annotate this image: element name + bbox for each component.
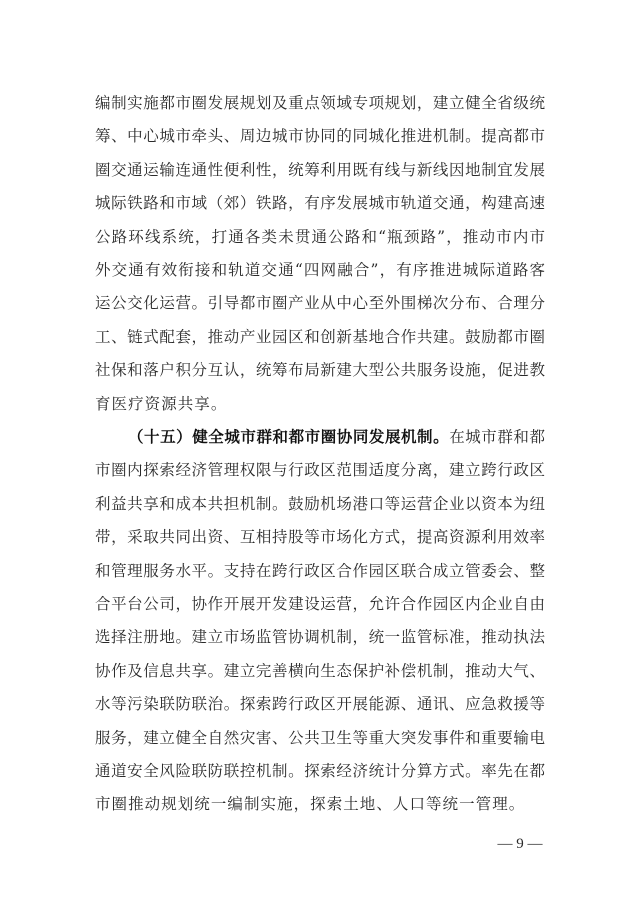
text-line: 圈交通运输连通性便利性，统筹利用既有线与新线因地制宜发展 (95, 161, 545, 179)
text-line: 协作及信息共享。建立完善横向生态保护补偿机制，推动大气、 (95, 662, 545, 680)
text-line: 通道安全风险联防联控机制。探索经济统计分算方式。率先在都 (95, 762, 545, 780)
text-line: 服务，建立健全自然灾害、公共卫生等重大突发事件和重要输电 (95, 729, 545, 747)
text-line: 带，采取共同出资、互相持股等市场化方式，提高资源利用效率 (95, 528, 545, 546)
text-line: 市圈内探索经济管理权限与行政区范围适度分离，建立跨行政区 (95, 461, 545, 479)
text-line: 水等污染联防联治。探索跨行政区开展能源、通讯、应急救援等 (95, 695, 545, 713)
text-line: 编制实施都市圈发展规划及重点领域专项规划，建立健全省级统 (95, 94, 545, 112)
section-heading-line (128, 425, 545, 449)
text-line: 利益共享和成本共担机制。鼓励机场港口等运营企业以资本为纽 (95, 495, 545, 513)
text-line: 城际铁路和市域（郊）铁路，有序发展城市轨道交通，构建高速 (95, 194, 545, 212)
text-line: 工、链式配套，推动产业园区和创新基地合作共建。鼓励都市圈 (95, 328, 545, 346)
text-line: 和管理服务水平。支持在跨行政区合作园区联合成立管委会、整 (95, 562, 545, 580)
text-line: 公路环线系统，打通各类未贯通公路和“瓶颈路”，推动市内市 (95, 228, 545, 246)
text-line: 合平台公司，协作开展开发建设运营，允许合作园区内企业自由 (95, 595, 545, 613)
text-line: 筹、中心城市牵头、周边城市协同的同城化推进机制。提高都市 (95, 127, 545, 145)
text-line: 选择注册地。建立市场监管协调机制，统一监管标准，推动执法 (95, 628, 545, 646)
text-line: 市圈推动规划统一编制实施，探索土地、人口等统一管理。 (95, 795, 526, 813)
text-line: 运公交化运营。引导都市圈产业从中心至外围梯次分布、合理分 (95, 294, 545, 312)
text-span: 在城市群和都 (449, 428, 545, 446)
text-line: 社保和落户积分互认，统筹布局新建大型公共服务设施，促进教 (95, 361, 545, 379)
text-line: 外交通有效衔接和轨道交通“四网融合”，有序推进城际道路客 (95, 261, 545, 279)
text-line: 育医疗资源共享。 (95, 395, 228, 413)
section-heading: （十五）健全城市群和都市圈协同发展机制。 (128, 427, 450, 446)
page-number: — 9 — (497, 836, 543, 852)
